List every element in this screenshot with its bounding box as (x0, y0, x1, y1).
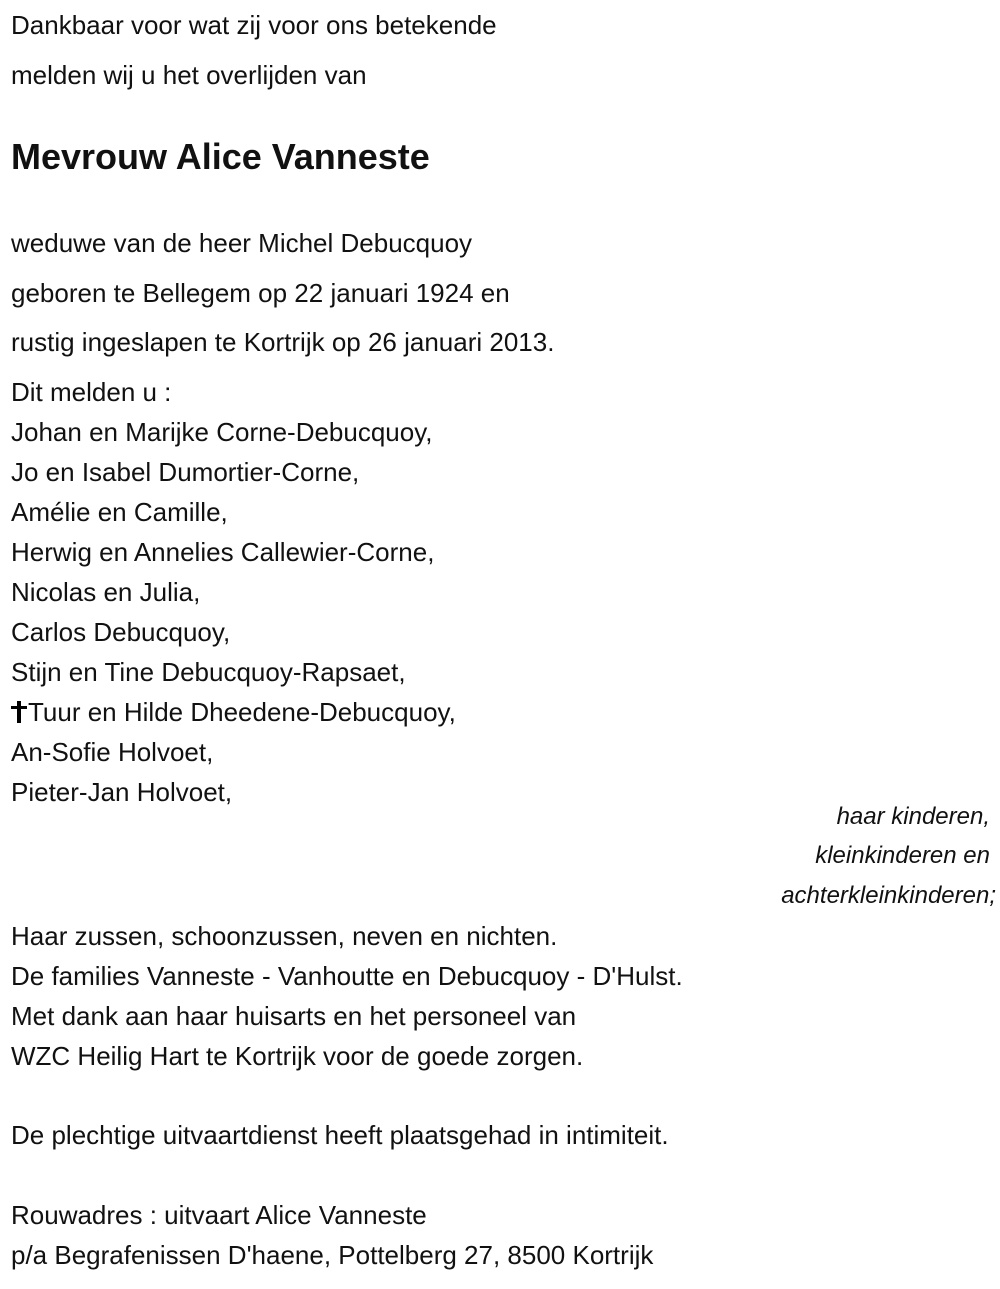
others-line: WZC Heilig Hart te Kortrijk voor de goede zorgen. (11, 1041, 584, 1071)
family-line: Carlos Debucquoy, (11, 617, 231, 647)
others-line: Haar zussen, schoonzussen, neven en nichten. (11, 921, 558, 951)
cross-icon (11, 701, 27, 723)
family-line: Amélie en Camille, (11, 497, 228, 527)
relation-line: haar kinderen, (836, 803, 990, 830)
others-line: De families Vanneste - Vanhoutte en Debucquoy - D'Hulst. (11, 961, 683, 991)
detail-line: rustig ingeslapen te Kortrijk op 26 januari 2013. (11, 327, 555, 357)
relation-line: achterkleinkinderen; (781, 882, 996, 909)
intro-line: Dankbaar voor wat zij voor ons betekende (11, 10, 497, 40)
others-line: Met dank aan haar huisarts en het personeel van (11, 1001, 577, 1031)
family-line: Johan en Marijke Corne-Debucquoy, (11, 417, 433, 447)
family-line: Pieter-Jan Holvoet, (11, 777, 233, 807)
family-line: Nicolas en Julia, (11, 577, 201, 607)
deceased-name: Mevrouw Alice Vanneste (11, 136, 430, 177)
family-line: Stijn en Tine Debucquoy-Rapsaet, (11, 657, 406, 687)
family-line: An-Sofie Holvoet, (11, 737, 214, 767)
family-line: Herwig en Annelies Callewier-Corne, (11, 537, 435, 567)
announcers-intro: Dit melden u : (11, 377, 172, 407)
detail-line: weduwe van de heer Michel Debucquoy (11, 228, 473, 258)
address-line: Rouwadres : uitvaart Alice Vanneste (11, 1200, 427, 1230)
intro-line: melden wij u het overlijden van (11, 60, 367, 90)
address-line: p/a Begrafenissen D'haene, Pottelberg 27, 8500 Kortrijk (11, 1240, 654, 1270)
family-name: Tuur en Hilde Dheedene-Debucquoy, (28, 697, 456, 727)
family-line-deceased (11, 697, 456, 727)
relation-line: kleinkinderen en (815, 842, 990, 869)
detail-line: geboren te Bellegem op 22 januari 1924 en (11, 278, 510, 308)
service-line: De plechtige uitvaartdienst heeft plaatsgehad in intimiteit. (11, 1120, 669, 1150)
family-line: Jo en Isabel Dumortier-Corne, (11, 457, 360, 487)
